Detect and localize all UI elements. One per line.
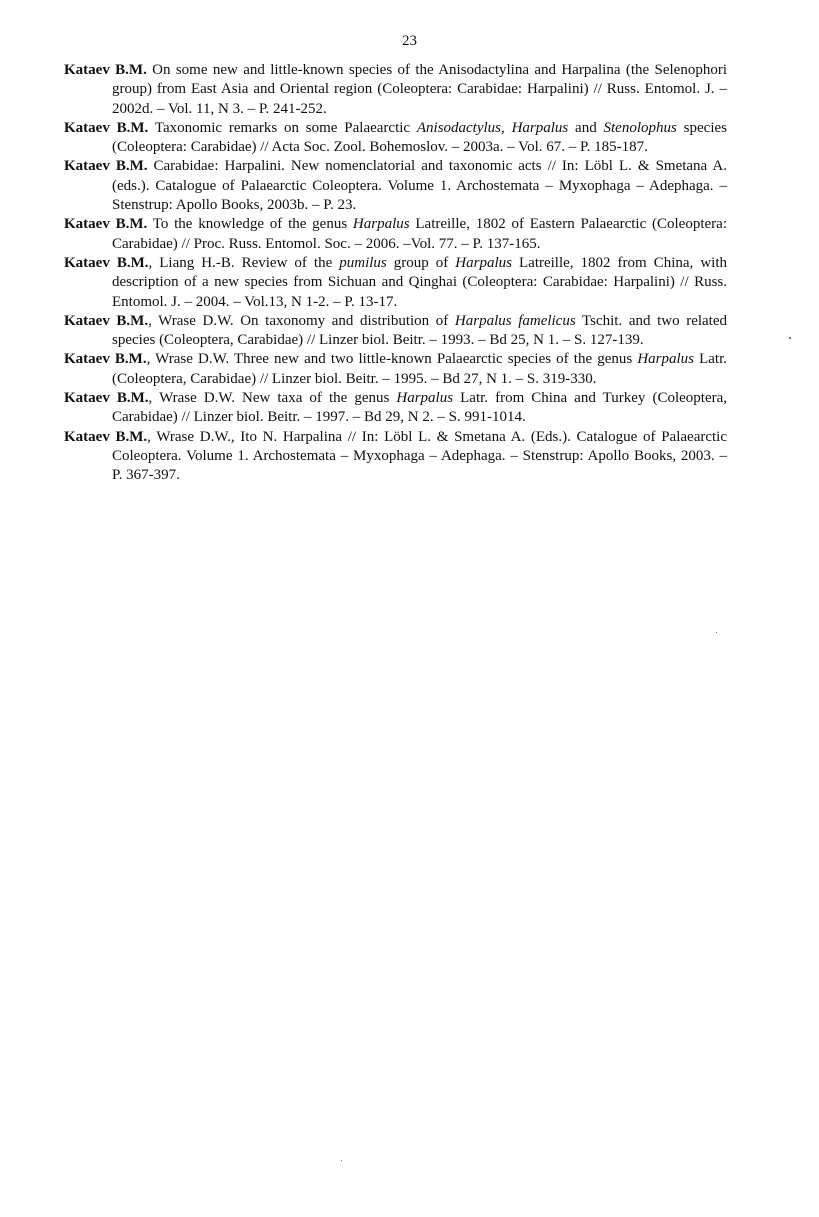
reference-entry bbox=[64, 215, 727, 254]
reference-entry bbox=[64, 119, 727, 158]
reference-author: Kataev B.M. bbox=[64, 312, 149, 329]
scan-speck bbox=[341, 1160, 342, 1161]
reference-text: group of bbox=[386, 254, 456, 271]
reference-text: Carabidae: Harpalini. New nomenclatorial and taxonomic acts // In: Löbl L. & Smetana A. (eds.). Catalogue of Palaearctic Coleoptera. Volume 1. Archostemata – Myxophaga – Adephaga. – Stenstrup: Apollo Books, 2003b. – P. 23. bbox=[112, 158, 727, 214]
reference-text: species (Coleoptera: Carabidae) // Acta Soc. Zool. Bohemoslov. – 2003a. – Vol. 67. – P. 185-187. bbox=[112, 119, 727, 156]
reference-entry bbox=[64, 61, 727, 119]
taxon-name: Anisodactylus, Harpalus bbox=[416, 119, 569, 136]
reference-author: Kataev B.M. bbox=[64, 390, 149, 407]
reference-text: On some new and little-known species of the Anisodactylina and Harpalina (the Selenophori group) from East Asia and Oriental region (Coleoptera: Carabidae: Harpalini) // Russ. Entomol. J. – 2002d. – Vol. 11, N 3. – P. 241-252. bbox=[112, 62, 727, 117]
reference-entry bbox=[64, 389, 727, 428]
reference-author: Kataev B.M. bbox=[64, 158, 148, 175]
reference-author: Kataev B.M. bbox=[64, 119, 149, 136]
reference-text: Taxonomic remarks on some Palaearctic bbox=[148, 119, 417, 136]
reference-text: Latr. (Coleoptera, Carabidae) // Linzer biol. Beitr. – 1995. – Bd 27, N 1. – S. 319-330. bbox=[112, 351, 728, 387]
scan-speck bbox=[789, 337, 791, 339]
reference-entry bbox=[64, 254, 727, 312]
taxon-name: Harpalus bbox=[352, 216, 410, 233]
reference-text: , Liang H.-B. Review of the bbox=[148, 254, 340, 271]
reference-entry bbox=[64, 350, 727, 389]
reference-author: Kataev B.M. bbox=[64, 216, 148, 233]
reference-author: Kataev B.M. bbox=[64, 254, 149, 271]
reference-text: Latreille, 1802 from China, with description of a new species from Sichuan and Qinghai (Coleoptera: Carabidae: Harpalini) // Russ. Entomol. J. – 2004. – Vol.13, N 1-2. – P. 13-17. bbox=[112, 254, 727, 310]
reference-text: To the knowledge of the genus bbox=[147, 216, 353, 233]
reference-text: , Wrase D.W. On taxonomy and distribution of bbox=[148, 312, 455, 329]
taxon-name: Harpalus bbox=[637, 351, 694, 368]
reference-text: , Wrase D.W. New taxa of the genus bbox=[148, 390, 397, 407]
reference-entry bbox=[64, 428, 727, 486]
taxon-name: Harpalus bbox=[396, 390, 454, 407]
taxon-name: Harpalus famelicus bbox=[454, 312, 576, 329]
reference-author: Kataev B.M. bbox=[64, 62, 147, 78]
scan-speck bbox=[716, 632, 717, 633]
taxon-name: Stenolophus bbox=[603, 119, 677, 136]
reference-text: , Wrase D.W. Three new and two little-known Palaearctic species of the genus bbox=[146, 351, 638, 368]
reference-author: Kataev B.M. bbox=[64, 428, 148, 445]
reference-entry bbox=[64, 157, 727, 215]
taxon-name: Harpalus bbox=[455, 254, 512, 271]
reference-text: Latreille, 1802 of Eastern Palaearctic (Coleoptera: Carabidae) // Proc. Russ. Entomol. Soc. – 2006. –Vol. 77. – P. 137-165. bbox=[112, 216, 727, 252]
reference-text: Latr. from China and Turkey (Coleoptera, Carabidae) // Linzer biol. Beitr. – 1997. – Bd 29, N 2. – S. 991-1014. bbox=[112, 390, 728, 426]
reference-text: , Wrase D.W., Ito N. Harpalina // In: Löbl L. & Smetana A. (Eds.). Catalogue of Palaearctic Coleoptera. Volume 1. Archostemata – Myxophaga – Adephaga. – Stenstrup: Apollo Books, 2003. – P. 367-397. bbox=[112, 428, 727, 484]
page-number: 23 bbox=[402, 33, 417, 49]
reference-author: Kataev B.M. bbox=[64, 351, 147, 368]
taxon-name: pumilus bbox=[339, 254, 387, 271]
reference-list bbox=[64, 61, 727, 486]
reference-text: and bbox=[568, 119, 604, 136]
reference-entry bbox=[64, 312, 727, 351]
reference-text: Tschit. and two related species (Coleoptera, Carabidae) // Linzer biol. Beitr. – 1993. – Bd 25, N 1. – S. 127-139. bbox=[112, 312, 728, 349]
